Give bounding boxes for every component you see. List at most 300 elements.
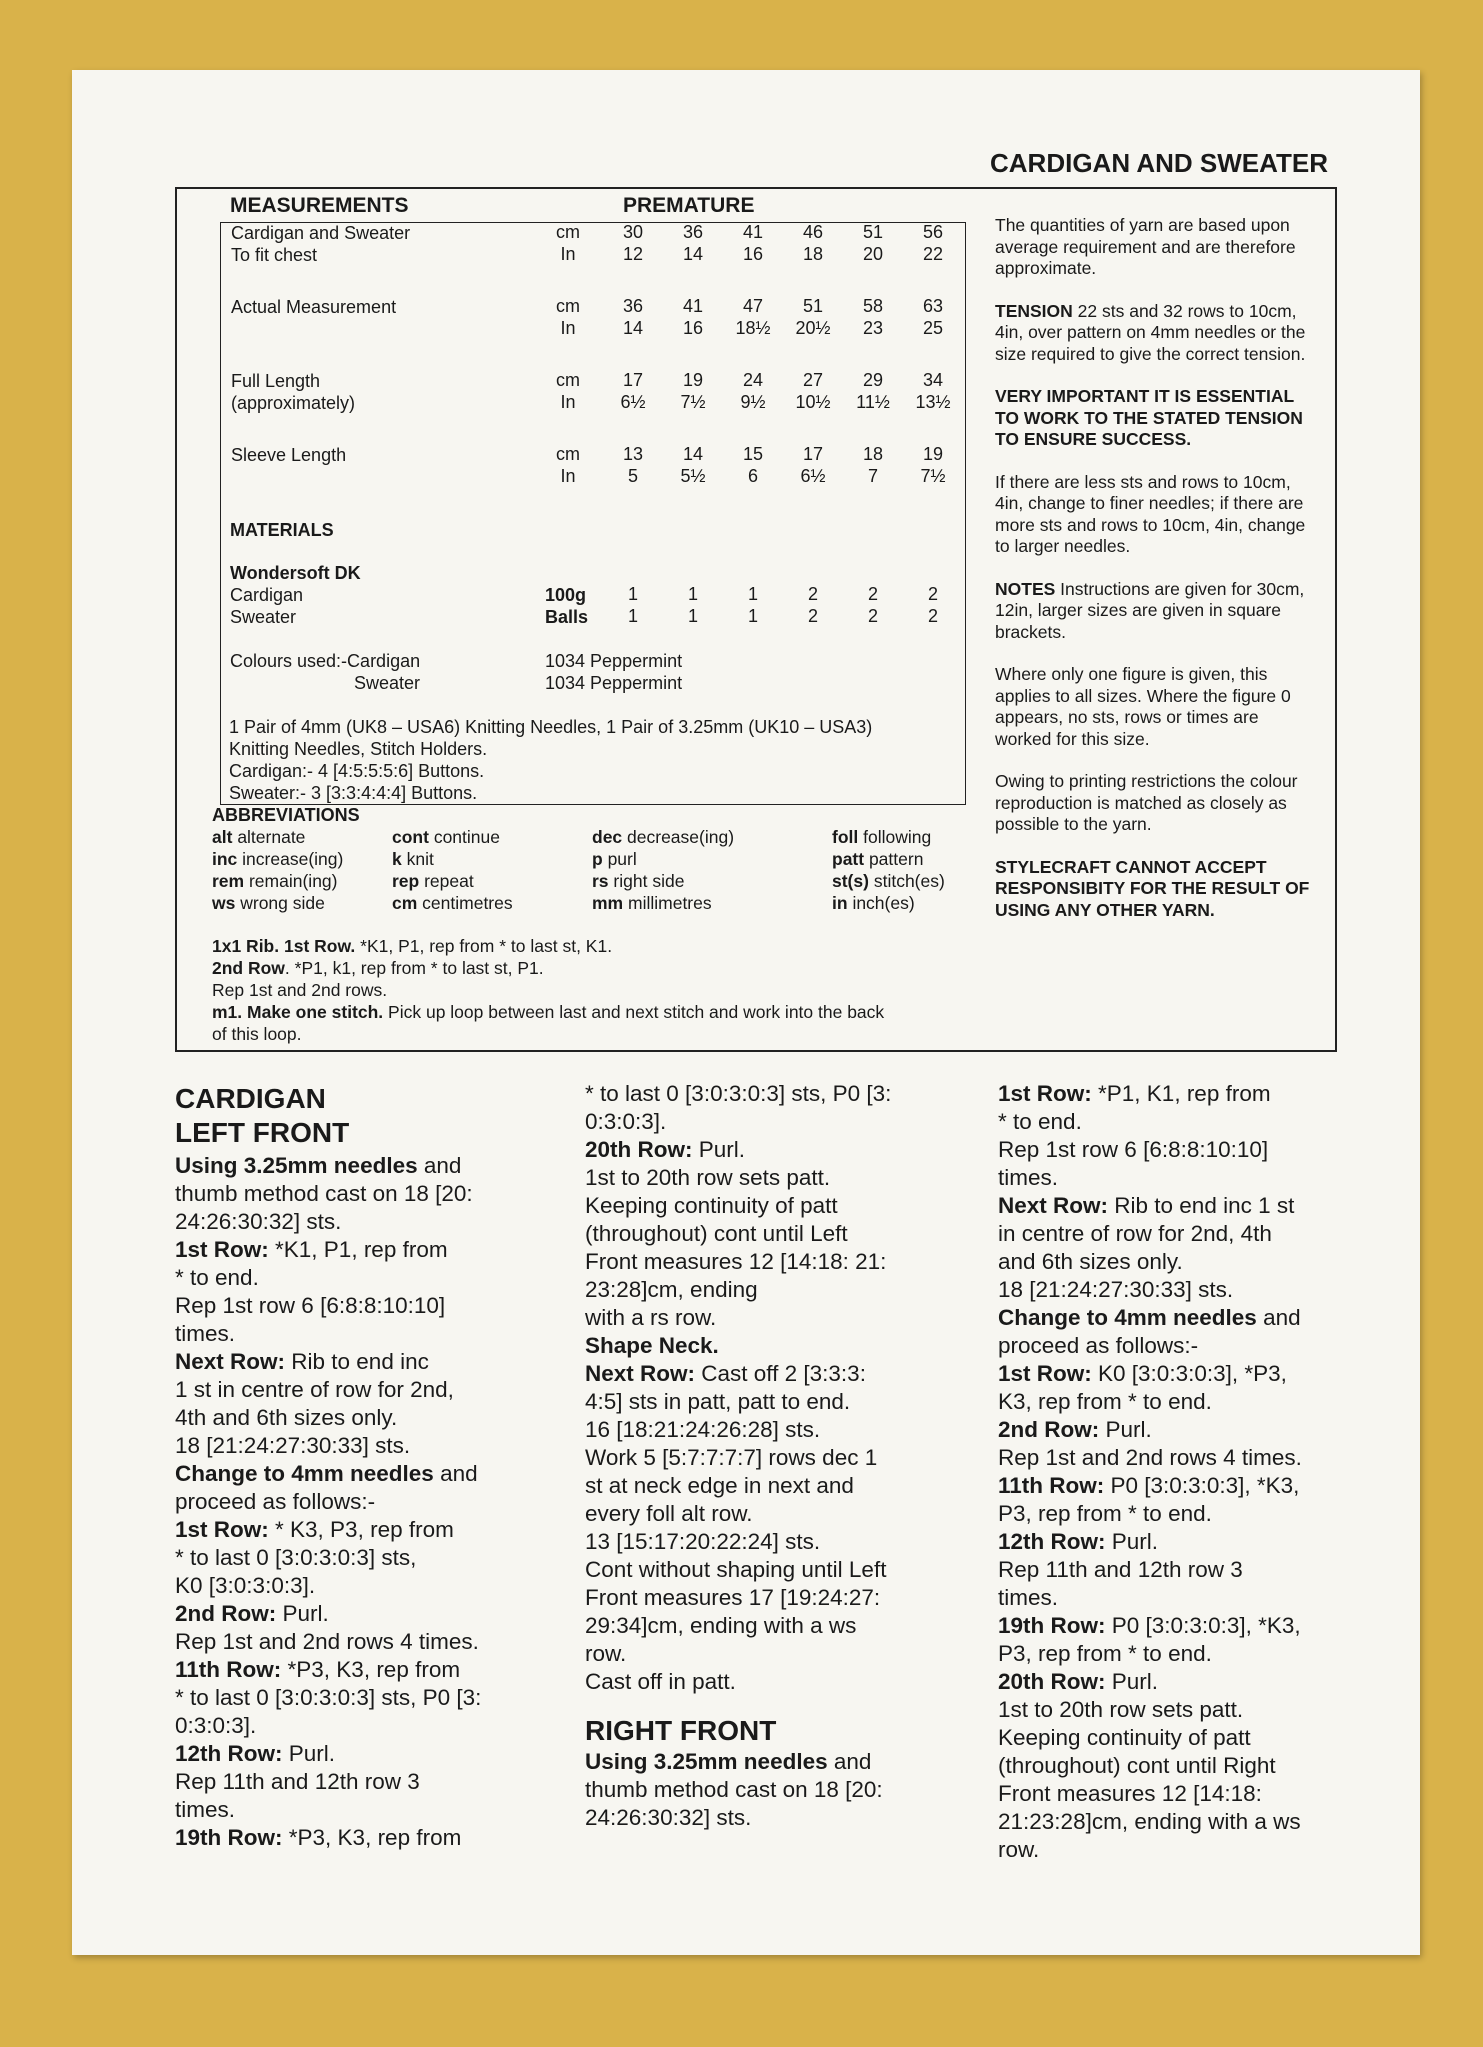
column-left — [175, 1082, 555, 1852]
instruction-text: 1st to 20th row sets patt. — [998, 1697, 1244, 1722]
needles-line2: Knitting Needles, Stitch Holders. — [229, 739, 488, 759]
instruction-text: * K3, P3, rep from — [268, 1517, 454, 1542]
instruction-text: *P3, K3, rep from — [282, 1825, 462, 1850]
instruction-line — [585, 1360, 955, 1388]
size-value-in: 22 — [922, 244, 944, 264]
ball-count: 1 — [747, 584, 758, 604]
abbreviation-item — [592, 870, 684, 892]
size-value-cm: 41 — [682, 296, 704, 316]
abbreviation-key: p — [592, 849, 603, 869]
size-value-in: 25 — [922, 318, 944, 338]
instruction-line — [175, 1796, 555, 1824]
instruction-line — [175, 1824, 555, 1852]
instruction-line — [998, 1360, 1368, 1388]
instruction-text: * to last 0 [3:0:3:0:3] sts, P0 [3: — [175, 1685, 482, 1710]
measurements-heading: MEASUREMENTS — [230, 194, 409, 217]
size-value-cm: 51 — [862, 222, 884, 242]
instruction-text: * to last 0 [3:0:3:0:3] sts, — [175, 1545, 417, 1570]
instruction-text: row. — [998, 1837, 1040, 1862]
ball-count: 1 — [627, 606, 638, 626]
size-value-cm: 24 — [742, 370, 764, 390]
buttons-sweater: Sweater:- 3 [3:3:4:4:4] Buttons. — [229, 783, 478, 803]
needle-change-note: If there are less sts and rows to 10cm, 4in, change to finer needles; if there are more sts and rows to 10cm, 4in, change to larger needles. — [995, 471, 1306, 556]
instruction-line — [998, 1136, 1368, 1164]
ball-count: 2 — [927, 584, 938, 604]
instruction-line — [175, 1404, 555, 1432]
abbreviation-item — [212, 870, 337, 892]
instruction-line — [998, 1724, 1368, 1752]
instruction-text: 13 [15:17:20:22:24] sts. — [585, 1529, 821, 1554]
unit-cm: cm — [556, 296, 580, 316]
instruction-bold: Using 3.25mm needles — [585, 1749, 828, 1774]
unit-cm: cm — [556, 444, 580, 464]
size-value-in: 12 — [622, 244, 644, 264]
ball-count: 2 — [867, 584, 878, 604]
instruction-text: 24:26:30:32] sts. — [175, 1209, 342, 1234]
ball-count: 1 — [687, 606, 698, 626]
measurement-label: Full Length — [231, 371, 321, 391]
instruction-text: Work 5 [5:7:7:7:7] rows dec 1 — [585, 1445, 878, 1470]
instruction-line — [175, 1348, 555, 1376]
instruction-text: and — [827, 1749, 872, 1774]
instruction-bold: 12th Row: — [998, 1529, 1106, 1554]
yarn-name: Wondersoft DK — [230, 563, 361, 583]
measurement-sublabel: (approximately) — [231, 393, 356, 413]
instruction-text: Cast off 2 [3:3:3: — [695, 1361, 866, 1386]
size-value-in: 14 — [682, 244, 704, 264]
instruction-text: times. — [998, 1585, 1059, 1610]
m1-text: Pick up loop between last and next stitch and work into the back — [383, 1002, 885, 1022]
instruction-line — [175, 1572, 555, 1600]
instruction-line — [998, 1640, 1368, 1668]
instruction-line — [585, 1332, 955, 1360]
cardigan-title: CARDIGAN — [175, 1083, 326, 1114]
size-value-in: 16 — [682, 318, 704, 338]
info-column — [995, 215, 1315, 942]
colour-cardigan: 1034 Peppermint — [545, 651, 683, 671]
size-value-in: 14 — [622, 318, 644, 338]
instruction-line — [175, 1684, 555, 1712]
m1-text2: of this loop. — [212, 1024, 302, 1044]
instruction-text: 1st to 20th row sets patt. — [585, 1165, 831, 1190]
instruction-bold: 2nd Row: — [175, 1601, 277, 1626]
instruction-line — [585, 1388, 955, 1416]
instruction-line — [585, 1804, 955, 1832]
instruction-text: Keeping continuity of patt — [585, 1193, 838, 1218]
instruction-text: K0 [3:0:3:0:3], *P3, — [1091, 1361, 1287, 1386]
size-value-cm: 29 — [862, 370, 884, 390]
page-title: CARDIGAN AND SWEATER — [990, 148, 1328, 178]
materials-heading: MATERIALS — [230, 520, 334, 540]
instruction-text: 0:3:0:3]. — [585, 1109, 667, 1134]
instruction-line — [998, 1276, 1368, 1304]
instruction-line — [175, 1600, 555, 1628]
instruction-text: (throughout) cont until Left — [585, 1221, 848, 1246]
instruction-bold: Next Row: — [175, 1349, 286, 1374]
instruction-line — [585, 1668, 955, 1696]
abbreviation-meaning: stitch(es) — [873, 871, 945, 891]
instruction-text: times. — [175, 1797, 236, 1822]
instruction-text: P3, rep from * to end. — [998, 1501, 1212, 1526]
abbreviation-item — [392, 848, 434, 870]
instruction-line — [585, 1304, 955, 1332]
instruction-text: * to last 0 [3:0:3:0:3] sts, P0 [3: — [585, 1081, 892, 1106]
abbreviation-key: rs — [592, 871, 609, 891]
instruction-bold: Next Row: — [998, 1193, 1109, 1218]
instruction-line — [585, 1556, 955, 1584]
measurement-label: Sleeve Length — [231, 445, 347, 465]
instruction-text: Purl. — [1105, 1529, 1159, 1554]
size-value-cm: 27 — [802, 370, 824, 390]
instruction-text: 4th and 6th sizes only. — [175, 1405, 398, 1430]
instruction-line — [585, 1248, 955, 1276]
instruction-text: thumb method cast on 18 [20: — [175, 1181, 473, 1206]
instruction-text: Front measures 12 [14:18: — [998, 1781, 1262, 1806]
instruction-text: K3, rep from * to end. — [998, 1389, 1212, 1414]
instruction-line — [175, 1292, 555, 1320]
abbreviation-item — [592, 826, 734, 848]
colours-label: Colours used:-Cardigan — [230, 651, 421, 671]
instruction-text: Front measures 17 [19:24:27: — [585, 1585, 881, 1610]
instruction-line — [998, 1472, 1368, 1500]
instruction-line — [175, 1236, 555, 1264]
size-value-cm: 14 — [682, 444, 704, 464]
instruction-line — [998, 1528, 1368, 1556]
instruction-line — [998, 1668, 1368, 1696]
ball-count: 2 — [867, 606, 878, 626]
colour-note: Owing to printing restrictions the colour reproduction is matched as closely as possible to the yarn. — [995, 771, 1298, 834]
abbreviation-meaning: continue — [433, 827, 500, 847]
instruction-line — [585, 1776, 955, 1804]
size-value-cm: 19 — [922, 444, 944, 464]
instruction-text: proceed as follows:- — [175, 1489, 376, 1514]
abbreviation-meaning: wrong side — [240, 893, 325, 913]
instruction-line — [175, 1628, 555, 1656]
instruction-line — [998, 1696, 1368, 1724]
instruction-bold: Shape Neck. — [585, 1333, 719, 1358]
notes-note — [995, 579, 1315, 644]
instruction-bold: 20th Row: — [585, 1137, 693, 1162]
abbreviation-key: k — [392, 849, 402, 869]
instruction-line — [998, 1248, 1368, 1276]
abbreviation-meaning: alternate — [237, 827, 306, 847]
instruction-text: proceed as follows:- — [998, 1333, 1199, 1358]
instruction-text: 24:26:30:32] sts. — [585, 1805, 752, 1830]
instruction-bold: 19th Row: — [998, 1613, 1106, 1638]
row2-text: . *P1, k1, rep from * to last st, P1. — [284, 958, 544, 978]
size-value-cm: 36 — [622, 296, 644, 316]
abbreviation-key: rem — [212, 871, 245, 891]
instruction-line — [998, 1808, 1368, 1836]
instruction-text: Cont without shaping until Left — [585, 1557, 887, 1582]
colours-sweater-label: Sweater — [354, 673, 421, 693]
size-value-cm: 36 — [682, 222, 704, 242]
abbreviation-meaning: increase(ing) — [242, 849, 344, 869]
instruction-bold: 20th Row: — [998, 1669, 1106, 1694]
left-front-title: LEFT FRONT — [175, 1117, 350, 1148]
balls-unit: Balls — [545, 607, 589, 627]
instruction-line — [998, 1584, 1368, 1612]
instruction-text: Rep 1st and 2nd rows 4 times. — [998, 1445, 1302, 1470]
instruction-text: Rep 1st row 6 [6:8:8:10:10] — [175, 1293, 446, 1318]
instruction-line — [585, 1748, 955, 1776]
unit-in: In — [560, 466, 576, 486]
instruction-text: Rib to end inc — [285, 1349, 429, 1374]
instruction-bold: 11th Row: — [998, 1473, 1105, 1498]
size-value-cm: 17 — [802, 444, 824, 464]
instruction-text: * to end. — [175, 1265, 259, 1290]
instruction-line — [998, 1304, 1368, 1332]
instruction-line — [998, 1080, 1368, 1108]
instruction-line — [175, 1740, 555, 1768]
important-note: VERY IMPORTANT IT IS ESSENTIAL TO WORK TO THE STATED TENSION TO ENSURE SUCCESS. — [995, 386, 1303, 449]
size-value-in: 9½ — [740, 392, 766, 412]
instruction-line — [175, 1320, 555, 1348]
instruction-text: (throughout) cont until Right — [998, 1753, 1276, 1778]
instruction-line — [585, 1080, 955, 1108]
instruction-line — [998, 1220, 1368, 1248]
instruction-text: 18 [21:24:27:30:33] sts. — [175, 1433, 411, 1458]
unit-in: In — [560, 318, 576, 338]
instruction-line — [998, 1780, 1368, 1808]
instruction-bold: 12th Row: — [175, 1741, 283, 1766]
instruction-line — [585, 1108, 955, 1136]
abbreviation-item — [832, 870, 945, 892]
instruction-text: *P3, K3, rep from — [281, 1657, 461, 1682]
instruction-line — [998, 1108, 1368, 1136]
m1-bold: m1. Make one stitch. — [212, 1002, 384, 1022]
abbreviation-key: alt — [212, 827, 233, 847]
abbreviation-meaning: repeat — [424, 871, 474, 891]
ball-count: 1 — [627, 584, 638, 604]
size-value-cm: 18 — [862, 444, 884, 464]
instruction-line — [998, 1556, 1368, 1584]
weight-unit: 100g — [545, 585, 587, 605]
instruction-line — [585, 1192, 955, 1220]
abbreviation-meaning: pattern — [868, 849, 924, 869]
abbreviation-key: st(s) — [832, 871, 869, 891]
abbreviation-meaning: knit — [406, 849, 434, 869]
instruction-line — [175, 1208, 555, 1236]
size-value-cm: 58 — [862, 296, 884, 316]
instruction-bold: Using 3.25mm needles — [175, 1153, 418, 1178]
instruction-text: Front measures 12 [14:18: 21: — [585, 1249, 887, 1274]
instruction-bold: 1st Row: — [175, 1237, 269, 1262]
abbreviation-meaning: remain(ing) — [248, 871, 338, 891]
abbreviation-key: patt — [832, 849, 865, 869]
instruction-text: 4:5] sts in patt, patt to end. — [585, 1389, 851, 1414]
instruction-text: *P1, K1, rep from — [1091, 1081, 1271, 1106]
abbreviation-item — [212, 848, 343, 870]
abbreviation-meaning: centimetres — [422, 893, 513, 913]
instruction-line — [175, 1152, 555, 1180]
instruction-text: Purl. — [282, 1741, 336, 1766]
instruction-text: Rep 11th and 12th row 3 — [175, 1769, 420, 1794]
size-value-in: 13½ — [915, 392, 951, 412]
instruction-text: 23:28]cm, ending — [585, 1277, 758, 1302]
instruction-line — [175, 1432, 555, 1460]
instruction-line — [585, 1416, 955, 1444]
instruction-text: and — [417, 1153, 462, 1178]
instruction-bold: 2nd Row: — [998, 1417, 1100, 1442]
instruction-line — [998, 1332, 1368, 1360]
abbreviation-item — [592, 892, 712, 914]
buttons-cardigan: Cardigan:- 4 [4:5:5:5:6] Buttons. — [229, 761, 485, 781]
unit-in: In — [560, 392, 576, 412]
instruction-text: and 6th sizes only. — [998, 1249, 1183, 1274]
instruction-line — [585, 1472, 955, 1500]
abbreviation-key: cont — [392, 827, 429, 847]
size-value-cm: 41 — [742, 222, 764, 242]
instruction-line — [585, 1528, 955, 1556]
instruction-line — [175, 1460, 555, 1488]
size-value-cm: 63 — [922, 296, 944, 316]
abbreviation-key: cm — [392, 893, 418, 913]
instruction-line — [175, 1656, 555, 1684]
size-value-cm: 13 — [622, 444, 644, 464]
size-value-in: 5 — [627, 466, 638, 486]
unit-cm: cm — [556, 370, 580, 390]
tension-bold: TENSION — [995, 300, 1073, 321]
instruction-text: Keeping continuity of patt — [998, 1725, 1251, 1750]
instruction-text: P0 [3:0:3:0:3], *K3, — [1104, 1473, 1300, 1498]
row2-bold: 2nd Row — [212, 958, 285, 978]
abbreviation-meaning: following — [863, 827, 932, 847]
abbreviation-key: ws — [212, 893, 236, 913]
figure-note: Where only one figure is given, this applies to all sizes. Where the figure 0 appears, no sts, rows or times are worked for this size. — [995, 664, 1291, 749]
abbreviation-item — [212, 826, 305, 848]
size-value-cm: 47 — [742, 296, 764, 316]
instruction-text: every foll alt row. — [585, 1501, 753, 1526]
abbreviations-heading: ABBREVIATIONS — [212, 805, 360, 825]
instruction-text: Cast off in patt. — [585, 1669, 736, 1694]
size-value-in: 23 — [862, 318, 884, 338]
ball-count: 2 — [807, 606, 818, 626]
ball-count: 1 — [687, 584, 698, 604]
size-value-in: 16 — [742, 244, 764, 264]
size-value-in: 5½ — [680, 466, 706, 486]
size-value-in: 11½ — [856, 392, 890, 412]
instruction-text: Purl. — [1105, 1669, 1159, 1694]
abbreviation-item — [832, 826, 931, 848]
instruction-line — [175, 1376, 555, 1404]
instruction-line — [998, 1752, 1368, 1780]
abbreviation-key: rep — [392, 871, 420, 891]
size-value-in: 10½ — [795, 392, 831, 412]
rep-text: Rep 1st and 2nd rows. — [212, 980, 388, 1000]
instruction-text: 29:34]cm, ending with a ws — [585, 1613, 857, 1638]
stitch-notes — [212, 935, 972, 1045]
instruction-text: times. — [175, 1321, 236, 1346]
instruction-line — [585, 1276, 955, 1304]
measurement-label: Cardigan and Sweater — [231, 223, 411, 243]
instruction-text: 16 [18:21:24:26:28] sts. — [585, 1417, 821, 1442]
colour-sweater: 1034 Peppermint — [545, 673, 683, 693]
instruction-text: Rep 1st and 2nd rows 4 times. — [175, 1629, 479, 1654]
size-value-cm: 15 — [742, 444, 764, 464]
instruction-line — [998, 1612, 1368, 1640]
instruction-text: Purl. — [276, 1601, 329, 1626]
instruction-line — [175, 1180, 555, 1208]
rib-text: *K1, P1, rep from * to last st, K1. — [355, 936, 613, 956]
abbreviation-item — [832, 892, 915, 914]
size-value-cm: 30 — [622, 222, 644, 242]
size-heading: PREMATURE — [623, 194, 755, 217]
instruction-bold: 19th Row: — [175, 1825, 283, 1850]
abbreviation-meaning: decrease(ing) — [627, 827, 735, 847]
instruction-line — [585, 1164, 955, 1192]
abbreviation-item — [392, 892, 513, 914]
abbreviation-item — [212, 892, 325, 914]
instruction-bold: Next Row: — [585, 1361, 696, 1386]
instruction-line — [175, 1712, 555, 1740]
notes-bold: NOTES — [995, 578, 1056, 599]
abbreviation-key: dec — [592, 827, 623, 847]
instruction-text: P3, rep from * to end. — [998, 1641, 1212, 1666]
ball-count: 2 — [807, 584, 818, 604]
instruction-line — [175, 1264, 555, 1292]
instruction-line — [585, 1500, 955, 1528]
size-value-in: 6 — [747, 466, 758, 486]
size-value-in: 18 — [802, 244, 824, 264]
rib-bold: 1x1 Rib. 1st Row. — [212, 936, 356, 956]
instruction-line — [585, 1220, 955, 1248]
instruction-text: * to end. — [998, 1109, 1082, 1134]
right-front-title: RIGHT FRONT — [585, 1715, 777, 1746]
instruction-line — [585, 1444, 955, 1472]
instruction-text: with a rs row. — [585, 1305, 717, 1330]
instruction-text: st at neck edge in next and — [585, 1473, 854, 1498]
instruction-line — [585, 1612, 955, 1640]
ball-count: 1 — [747, 606, 758, 626]
size-value-cm: 17 — [622, 370, 644, 390]
instruction-line — [585, 1640, 955, 1668]
instruction-line — [998, 1444, 1368, 1472]
instruction-text: Rep 1st row 6 [6:8:8:10:10] — [998, 1137, 1269, 1162]
instruction-text: Purl. — [692, 1137, 746, 1162]
instruction-text: Purl. — [1099, 1417, 1152, 1442]
needles-line1: 1 Pair of 4mm (UK8 – USA6) Knitting Needles, 1 Pair of 3.25mm (UK10 – USA3) — [229, 717, 873, 737]
size-value-cm: 56 — [922, 222, 944, 242]
instruction-bold: 1st Row: — [998, 1361, 1092, 1386]
instruction-text: 0:3:0:3]. — [175, 1713, 257, 1738]
instruction-text: row. — [585, 1641, 627, 1666]
instruction-bold: Change to 4mm needles — [175, 1461, 434, 1486]
instruction-text: 1 st in centre of row for 2nd, — [175, 1377, 454, 1402]
instruction-text: times. — [998, 1165, 1059, 1190]
abbreviation-item — [592, 848, 637, 870]
instruction-line — [998, 1836, 1368, 1864]
column-right — [998, 1080, 1368, 1864]
instruction-bold: Change to 4mm needles — [998, 1305, 1257, 1330]
instruction-line — [998, 1388, 1368, 1416]
instruction-line — [998, 1416, 1368, 1444]
size-value-in: 20½ — [795, 318, 831, 338]
instruction-text: and — [433, 1461, 478, 1486]
unit-in: In — [560, 244, 576, 264]
size-value-in: 18½ — [735, 318, 771, 338]
instruction-line — [175, 1544, 555, 1572]
size-value-cm: 51 — [802, 296, 824, 316]
disclaimer: STYLECRAFT CANNOT ACCEPT RESPONSIBITY FOR THE RESULT OF USING ANY OTHER YARN. — [995, 856, 1310, 920]
size-value-in: 6½ — [800, 466, 826, 486]
abbreviation-item — [392, 826, 500, 848]
instruction-text: Rep 11th and 12th row 3 — [998, 1557, 1243, 1582]
column-middle — [585, 1080, 955, 1832]
abbreviation-key: in — [832, 893, 848, 913]
instruction-line — [998, 1164, 1368, 1192]
tension-note — [995, 301, 1315, 366]
